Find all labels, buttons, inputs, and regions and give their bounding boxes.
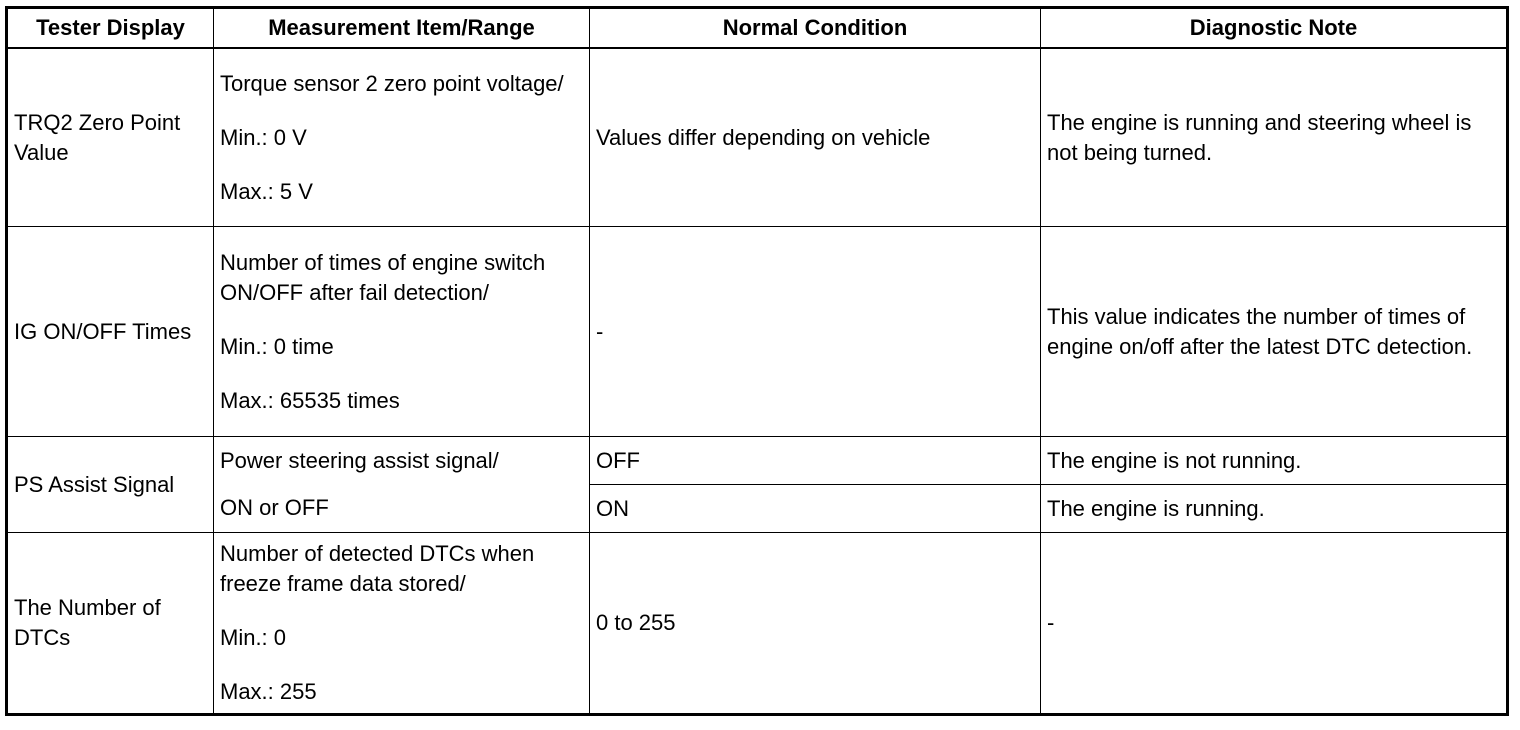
measurement-range-cell [214, 48, 590, 227]
tester-display-cell: PS Assist Signal [7, 437, 214, 533]
tester-display-cell: IG ON/OFF Times [7, 227, 214, 437]
diagnostic-note-cell: The engine is running. [1041, 485, 1508, 533]
diagnostic-note-cell: The engine is running and steering wheel is not being turned. [1041, 48, 1508, 227]
range-item: Number of detected DTCs when freeze frame data stored/ [220, 541, 535, 596]
table-row [7, 533, 1508, 715]
table-row [7, 437, 1508, 485]
table-row [7, 485, 1508, 533]
header-diagnostic-note: Diagnostic Note [1041, 8, 1508, 49]
measurement-range-values [214, 485, 590, 533]
range-max: Max.: 5 V [220, 178, 313, 204]
range-min: Min.: 0 [220, 625, 287, 650]
diagnostic-note-cell: This value indicates the number of times of engine on/off after the latest DTC detection. [1041, 227, 1508, 437]
range-max: Max.: 65535 times [220, 387, 400, 413]
normal-condition-cell: - [590, 227, 1041, 437]
tester-display-cell: TRQ2 Zero Point Value [7, 48, 214, 227]
data-list-table [5, 6, 1509, 716]
range-min: Min.: 0 time [220, 333, 334, 359]
table-row [7, 48, 1508, 227]
range-max: Max.: 255 [220, 679, 317, 704]
header-row [7, 8, 1508, 49]
tester-display-cell: The Number of DTCs [7, 533, 214, 715]
range-values: ON or OFF [220, 495, 329, 521]
measurement-range-cell [214, 533, 590, 715]
normal-condition-cell: Values differ depending on vehicle [590, 48, 1041, 227]
range-min: Min.: 0 V [220, 124, 307, 150]
normal-condition-cell: 0 to 255 [590, 533, 1041, 715]
normal-condition-cell: OFF [590, 437, 1041, 485]
diagnostic-note-cell: - [1041, 533, 1508, 715]
range-item: Power steering assist signal/ [220, 447, 499, 473]
diagnostic-note-cell: The engine is not running. [1041, 437, 1508, 485]
header-tester-display: Tester Display [7, 8, 214, 49]
measurement-range-cell [214, 437, 590, 485]
range-item: Torque sensor 2 zero point voltage/ [220, 70, 564, 96]
measurement-range-cell [214, 227, 590, 437]
header-normal-condition: Normal Condition [590, 8, 1041, 49]
table-row [7, 227, 1508, 437]
range-item: Number of times of engine switch ON/OFF after fail detection/ [220, 249, 546, 305]
header-measurement-item-range: Measurement Item/Range [214, 8, 590, 49]
normal-condition-cell: ON [590, 485, 1041, 533]
